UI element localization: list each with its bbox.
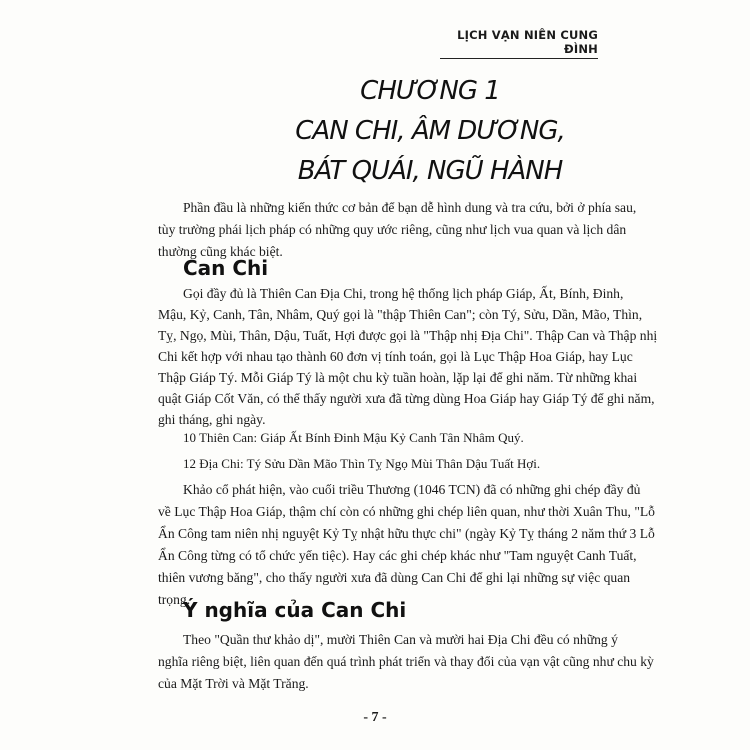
- section-heading-can-chi: Can Chi: [183, 256, 269, 280]
- section-heading-y-nghia: [183, 598, 406, 622]
- thien-can-list: 10 Thiên Can: Giáp Ất Bính Đinh Mậu Kỷ Canh Tân Nhâm Quý.: [183, 430, 524, 445]
- chapter-number: CHƯƠNG 1: [360, 76, 500, 106]
- text-line: trọng.: [158, 592, 191, 607]
- text-line: của Mặt Trời và Mặt Trăng.: [158, 676, 309, 691]
- section-heading-text: Ý nghĩa của Can Chi: [183, 598, 407, 622]
- text-line: Ẩn Công tam niên nhị nguyệt Kỷ Tỵ nhật hữu thực chi" (ngày Kỷ Tỵ tháng 2 năm thứ 3 Lỗ: [158, 526, 655, 541]
- text-line: Tỵ, Ngọ, Mùi, Thân, Dậu, Tuất, Hợi được gọi là "Thập nhị Địa Chi". Thập Can và Thập nhị: [158, 328, 658, 343]
- text-line: ghi tháng, ghi ngày.: [158, 412, 266, 427]
- chapter-title-line-1: CAN CHI, ÂM DƯƠNG,: [295, 116, 565, 146]
- text-line: thường cũng khác biệt.: [158, 244, 283, 259]
- chapter-title-line-2: BÁT QUÁI, NGŨ HÀNH: [297, 156, 563, 186]
- text-line: về Lục Thập Hoa Giáp, thậm chí còn có những ghi chép liên quan, như thời Xuân Thu, "Lỗ: [158, 504, 655, 519]
- text-line: Theo "Quần thư khảo dị", mười Thiên Can và mười hai Địa Chi đều có những ý: [183, 632, 618, 647]
- text-line: quật Giáp Cốt Văn, có thể thấy người xưa đã từng dùng Hoa Giáp hay Giáp Tý để ghi năm,: [158, 391, 655, 406]
- text-line: Thập Giáp Tý. Mỗi Giáp Tý là một chu kỳ tuần hoàn, lặp lại để ghi năm. Từ những khai: [158, 370, 638, 385]
- text-line: Khảo cổ phát hiện, vào cuối triều Thương (1046 TCN) đã có những ghi chép đầy đủ: [183, 482, 641, 497]
- text-line: Chi kết hợp với nhau tạo thành 60 đơn vị tính toán, gọi là Lục Thập Hoa Giáp, hay Lục: [158, 349, 633, 364]
- text-line: nghĩa riêng biệt, liên quan đến quá trình phát triển và thay đổi của vạn vật cũng như chu kỳ: [158, 654, 654, 669]
- dia-chi-list: 12 Địa Chi: Tý Sửu Dần Mão Thìn Tỵ Ngọ Mùi Thân Dậu Tuất Hợi.: [183, 456, 541, 471]
- text-line: Gọi đầy đủ là Thiên Can Địa Chi, trong hệ thống lịch pháp Giáp, Ất, Bính, Đinh,: [183, 286, 624, 301]
- text-line: Mậu, Kỷ, Canh, Tân, Nhâm, Quý gọi là "thập Thiên Can"; còn Tý, Sửu, Dần, Mão, Thìn,: [158, 307, 643, 322]
- running-header: LỊCH VẠN NIÊN CUNG ĐÌNH: [440, 28, 598, 59]
- page-number: - 7 -: [363, 710, 387, 725]
- text-line: thiên vương băng", cho thấy người xưa đã dùng Can Chi để ghi lại những sự việc quan: [158, 570, 631, 585]
- text-line: Phần đầu là những kiến thức cơ bản để bạn dễ hình dung và tra cứu, bởi ở phía sau,: [183, 200, 637, 215]
- text-line: tùy trường phái lịch pháp có những quy ước riêng, cũng như lịch vua quan và lịch dân: [158, 222, 627, 237]
- text-line: Ẩn Công từng có tổ chức yến tiệc). Hay các ghi chép khác như "Tam nguyệt Canh Tuất,: [158, 548, 637, 563]
